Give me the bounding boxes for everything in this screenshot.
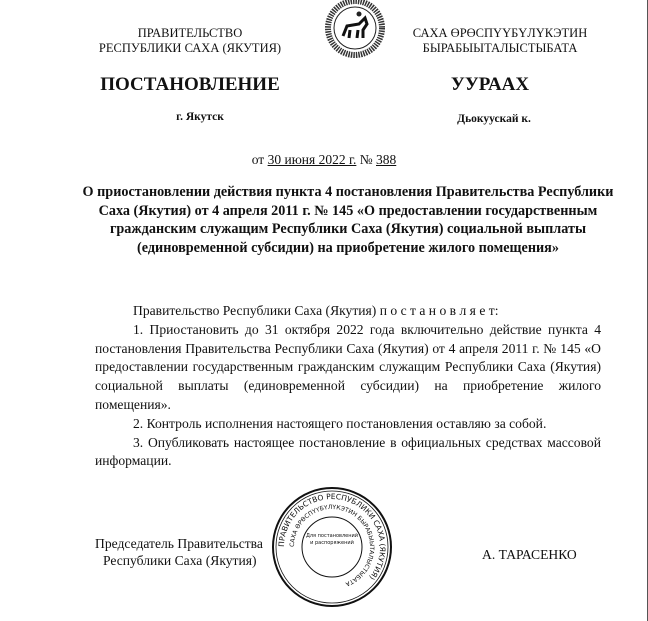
date-prefix: от — [251, 152, 265, 167]
item-paragraph: 2. Контроль исполнения настоящего постановления оставляю за собой. — [133, 415, 547, 431]
doc-title: О приостановлении действия пункта 4 постановления Правительства Республики Саха (Якутия) от 4 апреля 2011 г. № 145 «О предоставлении государственным гражданским служащим Республики Саха (Якутия) социальной выплаты (единовременной субсидии) на приобретение жилого помещения» — [82, 184, 614, 256]
item-paragraph: 3. Опубликовать настоящее постановление в официальных средствах массовой информации. — [95, 434, 601, 469]
org-name-line2: РЕСПУБЛИКИ САХА (ЯКУТИЯ) — [98, 41, 282, 55]
doc-type-sah: УУРААХ — [450, 74, 530, 95]
org-name-line1: ПРАВИТЕЛЬСТВО — [137, 26, 243, 40]
official-stamp — [270, 485, 394, 609]
stamp-center-text: Для постановлений и распоряжений — [305, 533, 359, 546]
position-line2: Республики Саха (Якутия) — [103, 553, 257, 568]
org-name-sah-line1: САХА ӨРӨСПҮҮБҮЛҮКЭТИН — [412, 26, 588, 40]
intro-paragraph: Правительство Республики Саха (Якутия) п о с т а н о в л я е т: — [133, 303, 499, 318]
header-right — [370, 26, 630, 56]
header-left — [60, 26, 320, 56]
signature-position — [95, 535, 263, 569]
position-line1: Председатель Правительства — [95, 536, 263, 551]
city-sah: Дьокуускай к. — [457, 113, 531, 125]
doc-date: 30 июня 2022 г. — [267, 152, 357, 167]
signatory-name: А. ТАРАСЕНКО — [482, 547, 577, 562]
doc-body — [95, 302, 601, 471]
doc-number: 388 — [376, 152, 397, 167]
doc-type-ru: ПОСТАНОВЛЕНИЕ — [100, 74, 280, 95]
city-ru: г. Якутск — [176, 111, 224, 123]
item-paragraph: 1. Приостановить до 31 октября 2022 года включительно действие пункта 4 постановления Правительства Республики Саха (Якутия) от 4 апреля 2011 г. № 145 «О предоставлении государственным гражданским служащим Республики Саха (Якутия) социальной выплаты (единовременной субсидии) на приобретение жилого помещения». — [95, 321, 601, 412]
number-sign: № — [359, 152, 373, 167]
stamp-inner-text: САХА ӨРӨСПҮҮБҮЛҮКЭТИН БЫРАБЫЫТАЛЫСТЫБАТА — [288, 503, 376, 588]
stamp-outer-text: ПРАВИТЕЛЬСТВО РЕСПУБЛИКИ САХА (ЯКУТИЯ) — [276, 491, 388, 582]
date-line — [0, 152, 648, 168]
org-name-sah-line2: БЫРАБЫЫТАЛЫСТЫБАТА — [422, 41, 578, 55]
